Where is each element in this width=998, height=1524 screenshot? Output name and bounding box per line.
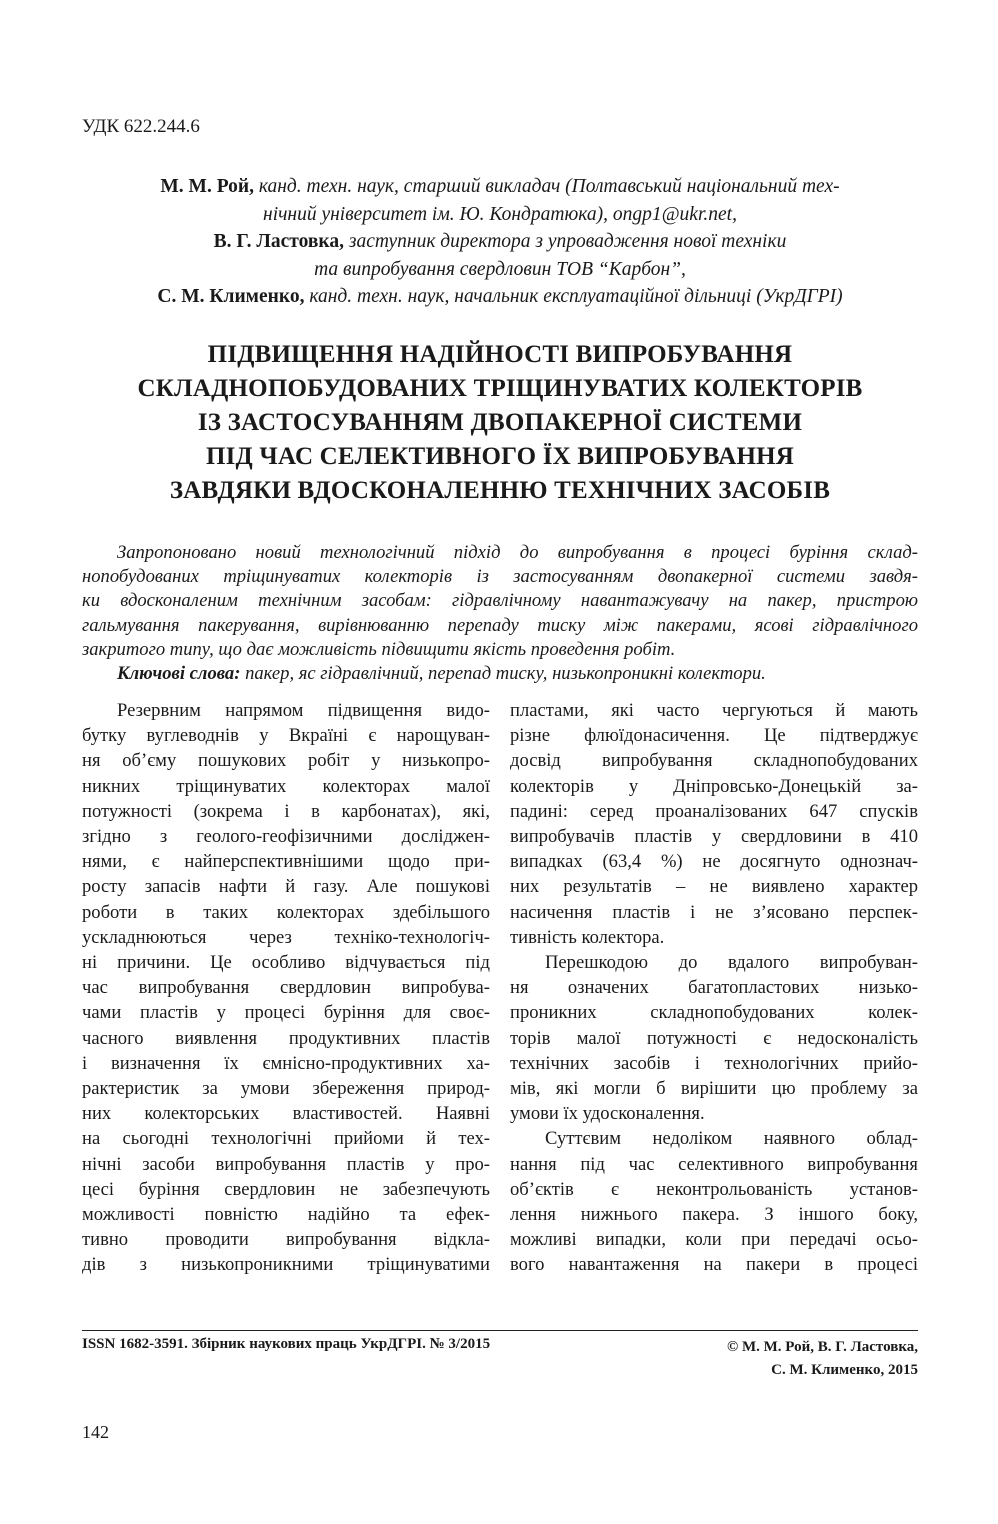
copyright-line: С. М. Клименко, 2015 [771,1362,918,1378]
author-line [82,173,918,201]
body-line: часного виявлення продуктивних пластів [82,1027,490,1049]
body-line: нічні засоби випробування пластів у про- [82,1153,490,1175]
body-line: потужності (зокрема і в карбонатах), які, [82,800,490,822]
title-line: ПІДВИЩЕННЯ НАДІЙНОСТІ ВИПРОБУВАННЯ [207,341,793,368]
title-line: СКЛАДНОПОБУДОВАНИХ ТРІЩИНУВАТИХ КОЛЕКТОРІВ [137,375,863,402]
author-affiliation: канд. техн. наук, старший викладач (Полтавський національний тех- [258,176,840,197]
authors-block [82,173,918,311]
body-line: мів, які могли б вирішити цю проблему за [510,1078,918,1100]
body-line: ня означених багатопластових низько- [510,977,918,999]
body-line: об’єктів є неконтрольованість установ- [510,1178,918,1200]
author-affiliation: та випробування свердловин ТОВ “Карбон”, [314,258,686,280]
body-line: ня об’єму пошукових робіт у низькопро- [82,750,490,772]
abstract-line: гальмування пакерування, вирівнюванню перепаду тиску між пакерами, ясові гідравлічного [82,614,918,636]
body-line: умови їх удосконалення. [510,1103,705,1125]
body-line: бутку вуглеводнів у Вкраїні є нарощуван- [82,725,490,747]
body-line: чами пластів у процесі буріння для своє- [82,1002,490,1024]
keywords-label: Ключові слова: [117,663,241,685]
author-name: М. М. Рой, [160,176,254,197]
title-line: ЗАВДЯКИ ВДОСКОНАЛЕННЮ ТЕХНІЧНИХ ЗАСОБІВ [169,477,831,504]
body-line: нями, є найперспективнішими щодо при- [82,851,490,873]
author-affiliation: заступник директора з упровадження нової техніки [348,231,787,252]
body-line: випадках (63,4 %) не досягнуто однознач- [510,851,918,873]
body-line: згідно з геолого-геофізичними досліджен- [82,826,490,848]
body-line: різне флюїдонасичення. Це підтверджує [510,725,918,747]
keywords-text: пакер, яс гідравлічний, перепад тиску, низькопроникні колектори. [240,663,766,685]
body-line: і визначення їх ємнісно-продуктивних ха- [82,1052,490,1074]
body-line: час випробування свердловин випробува- [82,977,490,999]
body-line: насичення пластів і не з’ясовано перспек- [510,901,918,923]
body-line: тивно проводити випробування відкла- [82,1229,490,1251]
body-line: падині: серед проаналізованих 647 спусків [510,800,918,822]
body-line: можливості повністю надійно та ефек- [82,1204,490,1226]
body-line: роботи в таких колекторах здебільшого [82,901,490,923]
title-line: ІЗ ЗАСТОСУВАННЯМ ДВОПАКЕРНОЇ СИСТЕМИ [197,409,803,436]
abstract-line: закритого типу, що дає можливість підвищити якість проведення робіт. [82,638,676,660]
body-line: них колекторських властивостей. Наявні [82,1103,490,1125]
udk-code: УДК 622.244.6 [82,116,200,137]
body-line: ускладнюються через техніко-технологіч- [82,926,490,948]
body-line: ні причини. Це особливо відчувається під [82,952,490,974]
abstract-line: Запропоновано новий технологічний підхід до випробування в процесі буріння склад- [117,542,918,563]
body-line: дів з низькопроникними тріщинуватими [82,1254,490,1276]
body-line: випробувачів пластів у свердловини в 410 [510,826,918,848]
body-line: торів малої потужності є недосконалість [510,1027,918,1049]
body-line: никних тріщинуватих колекторах малої [82,775,490,797]
body-line: пластами, які часто чергуються й мають [510,700,918,721]
body-line: тивність колектора. [510,926,665,948]
body-line: Перешкодою до вдалого випробуван- [545,952,918,974]
copyright-line: © М. М. Рой, В. Г. Ластовка, [727,1339,918,1355]
abstract [82,541,918,686]
body-line: рактеристик за умови збереження природ- [82,1078,490,1100]
author-line [82,201,918,229]
journal-info: ISSN 1682-3591. Збірник наукових праць УкрДГРІ. № 3/2015 [82,1336,491,1352]
body-line: проникних складнопобудованих колек- [510,1002,918,1024]
body-line: нання під час селективного випробування [510,1153,918,1175]
author-line [82,283,918,311]
author-affiliation: нічний університет ім. Ю. Кондратюка), ongp1@ukr.net, [263,203,737,225]
article-title [82,338,918,508]
title-line: ПІД ЧАС СЕЛЕКТИВНОГО ЇХ ВИПРОБУВАННЯ [205,443,795,470]
body-line: на сьогодні технологічні прийоми й тех- [82,1128,490,1150]
author-line [82,256,918,284]
body-line: цесі буріння свердловин не забезпечують [82,1178,490,1200]
body-line: них результатів – не виявлено характер [510,876,918,898]
body-line: технічних засобів і технологічних прийо- [510,1052,918,1074]
footer-divider [82,1330,918,1331]
body-column-right [510,698,918,1278]
abstract-line: нопобудованих тріщинуватих колекторів із застосуванням двопакерної системи завдя- [82,566,918,588]
body-line: можливі випадки, коли при передачі осьо- [510,1229,918,1251]
body-line: лення нижнього пакера. З іншого боку, [510,1204,918,1226]
author-name: С. М. Клименко, [157,286,305,307]
copyright [727,1336,918,1382]
abstract-line: ки вдосконаленим технічним засобам: гідравлічному навантажувачу на пакер, пристрою [82,590,918,612]
body-line: Суттєвим недоліком наявного облад- [545,1128,918,1150]
body-line: росту запасів нафти й газу. Але пошукові [82,876,490,898]
author-name: В. Г. Ластовка, [213,231,344,252]
body-line: вого навантаження на пакери в процесі [510,1254,918,1276]
author-line [82,228,918,256]
body-column-left [82,698,490,1278]
page-number: 142 [82,1422,109,1442]
keywords [82,662,918,686]
body-line: Резервним напрямом підвищення видо- [117,700,490,721]
body-line: колекторів у Дніпровсько-Донецькій за- [510,775,918,797]
body-line: досвід випробування складнопобудованих [510,750,918,772]
author-affiliation: канд. техн. наук, начальник експлуатаційної дільниці (УкрДГРІ) [309,286,843,307]
